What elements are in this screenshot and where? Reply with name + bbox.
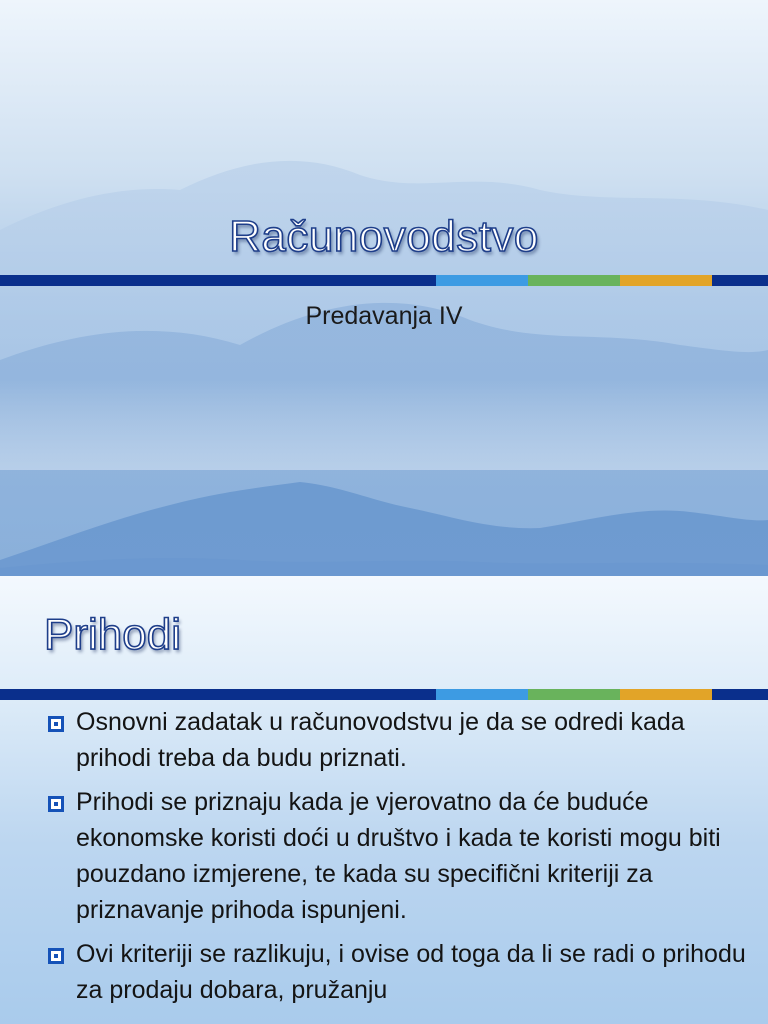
- bullet-text: Prihodi se priznaju kada je vjerovatno da će buduće ekonomske koristi doći u društvo i kada te koristi mogu biti pouzdano izmjerene, te kada su specifični kriteriji za priznavanje prihoda ispunjeni.: [76, 788, 721, 924]
- stripe-segment-navy: [0, 689, 436, 700]
- stripe-segment-navy: [0, 275, 436, 286]
- slide-title: Računovodstvo: [229, 212, 539, 261]
- stripe-segment-navy-end: [712, 275, 768, 286]
- bullet-text: Osnovni zadatak u računovodstvu je da se odredi kada prihodi treba da budu priznati.: [76, 708, 685, 772]
- square-bullet-icon: [48, 948, 64, 964]
- title-divider-stripe: [0, 275, 768, 286]
- stripe-segment-gold: [620, 689, 712, 700]
- bullet-text: Ovi kriteriji se razlikuju, i ovise od toga da li se radi o prihodu za prodaju dobara, pružanju: [76, 940, 746, 1004]
- content-slide: [0, 576, 768, 1024]
- square-bullet-icon: [48, 716, 64, 732]
- bullet-item: [46, 704, 746, 776]
- stripe-segment-navy-end: [712, 689, 768, 700]
- stripe-segment-green: [528, 275, 620, 286]
- bullet-item: [46, 784, 746, 928]
- bullet-item: [46, 936, 746, 1008]
- heading-divider-stripe: [0, 689, 768, 700]
- slide-subtitle: Predavanja IV: [305, 302, 463, 330]
- stripe-segment-blue: [436, 689, 528, 700]
- bullet-list: [46, 704, 746, 1016]
- stripe-segment-green: [528, 689, 620, 700]
- square-bullet-icon: [48, 796, 64, 812]
- slide-heading: Prihodi: [44, 610, 181, 659]
- stripe-segment-blue: [436, 275, 528, 286]
- stripe-segment-gold: [620, 275, 712, 286]
